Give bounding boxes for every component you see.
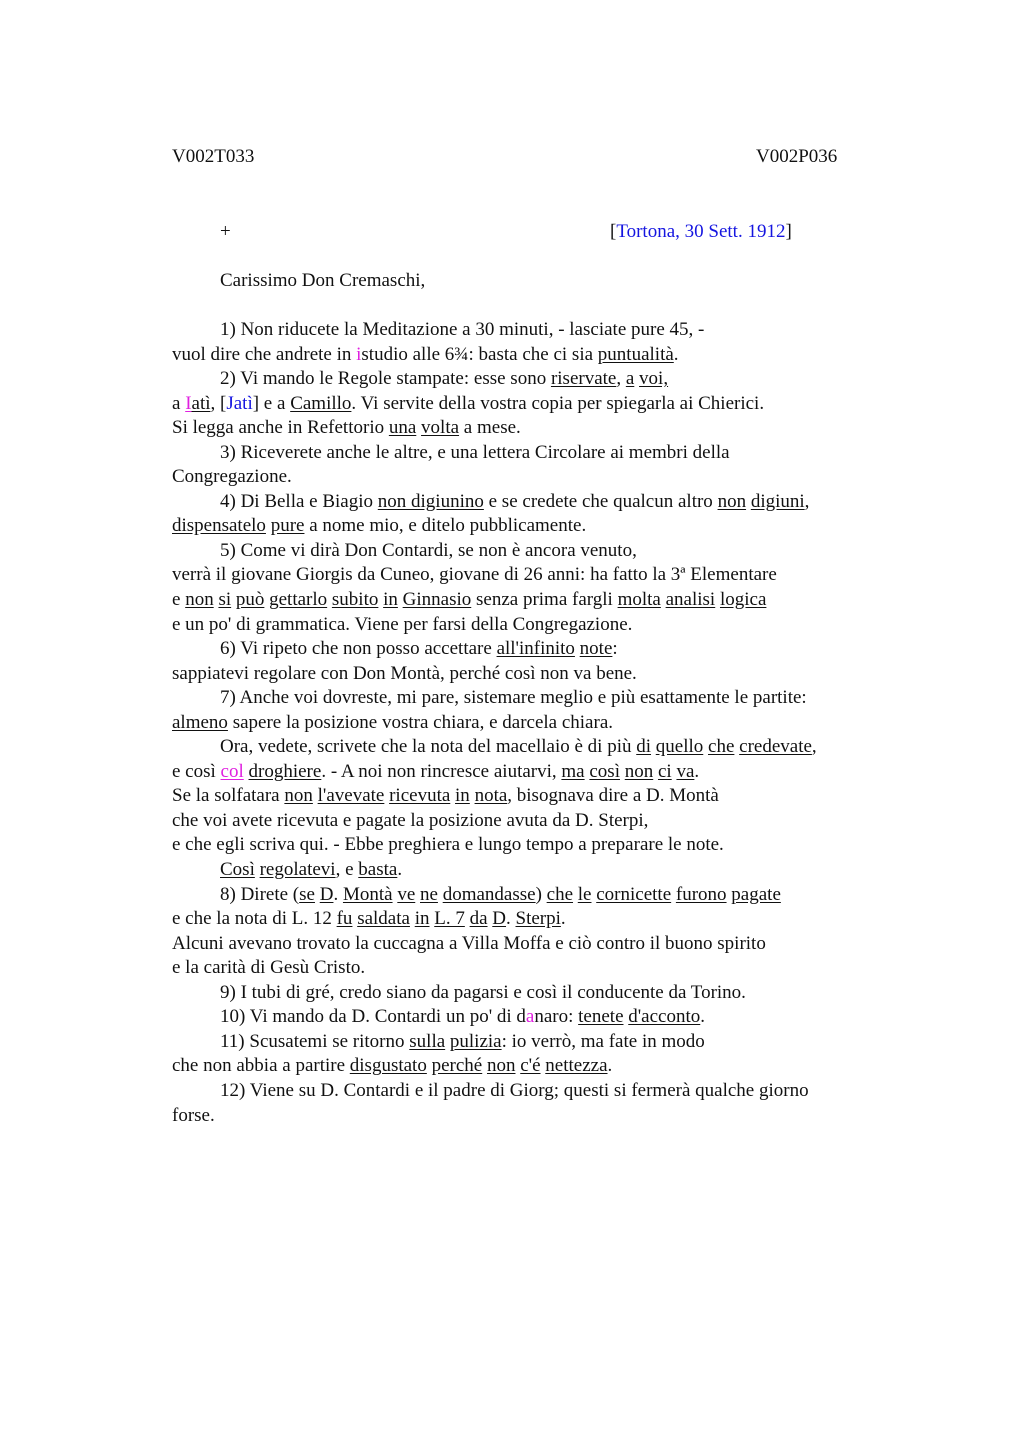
underlined-text: puntualità (597, 343, 674, 365)
text-run: . (333, 883, 343, 905)
underlined-text: Sterpi (515, 908, 561, 930)
underlined-text: saldata (357, 908, 410, 930)
underlined-text: fu (336, 908, 353, 930)
underlined-text: pagate (731, 883, 781, 905)
text-run: . (506, 908, 516, 930)
text-run: . (607, 1055, 613, 1077)
underlined-text: non (486, 1055, 516, 1077)
underlined-text: Così (220, 859, 255, 881)
underlined-text: in (455, 785, 470, 807)
text-run: che voi avete ricevuta e pagate la posizione avuta da D. Sterpi, (172, 809, 649, 831)
underlined-text: tenete (578, 1006, 624, 1028)
text-run: a nome mio, e ditelo pubblicamente. (304, 515, 587, 537)
letter-line (172, 588, 872, 613)
text-run: studio alle 6¾: basta che ci sia (361, 343, 598, 365)
letter-line (172, 1104, 872, 1129)
letter-line (172, 1054, 872, 1079)
underlined-text: quello (655, 736, 704, 758)
text-run: . (700, 1006, 706, 1028)
underlined-text: L. 7 (434, 908, 465, 930)
underlined-text: droghiere (248, 760, 322, 782)
underlined-text: si (218, 589, 232, 611)
text-run: 3) Riceverete anche le altre, e una lettera Circolare ai membri della (220, 441, 730, 463)
letter-line (172, 563, 872, 588)
letter-line (172, 760, 872, 785)
letter-body (172, 318, 872, 1128)
underlined-text: non (717, 490, 747, 512)
salutation: Carissimo Don Cremaschi, (220, 270, 426, 291)
letter-line (172, 1079, 872, 1104)
text-run: Alcuni avevano trovato la cuccagna a Villa Moffa e ciò contro il buono spirito (172, 932, 766, 954)
text-run: 9) I tubi di gré, credo siano da pagarsi e così il conducente da Torino. (220, 981, 746, 1003)
text-run: Si legga anche in Refettorio (172, 417, 389, 439)
underlined-text: l'avevate (317, 785, 385, 807)
underlined-text: va (676, 760, 695, 782)
underlined-text: dispensatelo (172, 515, 266, 537)
underlined-text: le (577, 883, 592, 905)
letter-line (172, 613, 872, 638)
underlined-text: furono (675, 883, 727, 905)
text-run: verrà il giovane Giorgis da Cuneo, giovane di 26 anni: ha fatto la 3ª Elementare (172, 564, 777, 586)
letter-line (172, 784, 872, 809)
text-run: 4) Di Bella e Biagio (220, 490, 378, 512)
letter-line (172, 465, 872, 490)
letter-line (172, 367, 872, 392)
underlined-text: ne (420, 883, 438, 905)
underlined-text: ricevuta (389, 785, 451, 807)
text-run: a (172, 392, 186, 414)
editor-correction: Jatì (226, 392, 253, 414)
text-run: 1) Non riducete la Meditazione a 30 minuti, - lasciate pure 45, - (220, 319, 705, 340)
underlined-text: non digiunino (377, 490, 484, 512)
text-run: senza prima fargli (471, 589, 618, 611)
text-run: ] e a (252, 392, 291, 414)
underlined-text: gettarlo (269, 589, 328, 611)
text-run: , e (335, 859, 359, 881)
letter-line (172, 883, 872, 908)
text-run: , (616, 368, 626, 390)
text-run: ) (535, 883, 547, 905)
annotation-text: i (356, 343, 362, 365)
underlined-text: sulla (409, 1030, 446, 1052)
underlined-text: Montà (342, 883, 393, 905)
text-run: e che egli scriva qui. - Ebbe preghiera e lungo tempo a preparare le note. (172, 834, 724, 856)
text-run: . (397, 859, 403, 881)
text-run: : io verrò, ma fate in modo (501, 1030, 705, 1052)
text-run: Congregazione. (172, 466, 292, 488)
letter-line (172, 662, 872, 687)
underlined-text: domandasse (442, 883, 536, 905)
underlined-text: non (284, 785, 313, 807)
dateline-place-date: Tortona, 30 Sett. 1912 (616, 221, 786, 242)
underlined-text: d'acconto (628, 1006, 701, 1028)
underlined-text: che (708, 736, 735, 758)
annotation-text: a (525, 1006, 535, 1028)
underlined-text: in (414, 908, 430, 930)
letter-line (172, 809, 872, 834)
underlined-text: atì (191, 392, 211, 414)
text-run: e così (172, 760, 221, 782)
underlined-text: c'é (520, 1055, 541, 1077)
underlined-text: pulizia (449, 1030, 502, 1052)
letter-line (172, 858, 872, 883)
text-run: a mese. (459, 417, 521, 439)
text-run: . (560, 908, 566, 930)
text-run: vuol dire che andrete in (172, 343, 357, 365)
text-run: , (804, 490, 810, 512)
underlined-text: una (388, 417, 417, 439)
underlined-text: non (185, 589, 214, 611)
letter-line (172, 539, 872, 564)
text-run: . Vi servite della vostra copia per spiegarla ai Chierici. (351, 392, 765, 414)
underlined-text: almeno (172, 711, 228, 733)
underlined-text: riservate (550, 368, 617, 390)
letter-line (172, 1030, 872, 1055)
text-run: sappiatevi regolare con Don Montà, perché così non va bene. (172, 662, 637, 684)
underlined-text: Camillo (290, 392, 352, 414)
text-run: e che la nota di L. 12 (172, 908, 337, 930)
underlined-text: D (319, 883, 334, 905)
text-run: 11) Scusatemi se ritorno (220, 1030, 410, 1052)
letter-line (172, 1005, 872, 1030)
annotation-text: I (185, 392, 192, 414)
letter-line (172, 956, 872, 981)
letter-line (172, 318, 872, 343)
text-run: Ora, vedete, scrivete che la nota del macellaio è di più (220, 736, 637, 758)
document-code-right: V002P036 (756, 146, 838, 167)
text-run: 10) Vi mando da D. Contardi un po' di d (220, 1006, 526, 1028)
underlined-text: subito (331, 589, 379, 611)
text-run: 7) Anche voi dovreste, mi pare, sistemare meglio e più esattamente le partite: (220, 687, 807, 709)
text-run: , [ (210, 392, 227, 414)
text-run: e la carità di Gesù Cristo. (172, 957, 366, 979)
underlined-text: se (299, 883, 315, 905)
letter-line (172, 833, 872, 858)
underlined-text: credevate (739, 736, 812, 758)
underlined-text: voi, (639, 368, 669, 390)
text-run: , bisognava dire a D. Montà (507, 785, 719, 807)
underlined-text: volta (421, 417, 460, 439)
underlined-text: note (579, 638, 613, 660)
underlined-text: cornicette (596, 883, 672, 905)
underlined-text: di (636, 736, 652, 758)
underlined-text: a (625, 368, 635, 390)
text-run: sapere la posizione vostra chiara, e darcela chiara. (227, 711, 614, 733)
letter-line (172, 637, 872, 662)
letter-line (172, 490, 872, 515)
text-run: , (811, 736, 817, 758)
letter-line (172, 735, 872, 760)
underlined-text: disgustato (349, 1055, 427, 1077)
text-run: 5) Come vi dirà Don Contardi, se non è ancora venuto, (220, 539, 637, 561)
letter-line (172, 392, 872, 417)
text-run: e se credete che qualcun altro (483, 490, 718, 512)
text-run: 8) Direte ( (220, 883, 300, 905)
text-run: e (172, 589, 186, 611)
underlined-text: ma (561, 760, 585, 782)
letter-line (172, 981, 872, 1006)
underlined-text: basta (358, 859, 398, 881)
dateline-open-bracket: [ (610, 221, 617, 242)
underlined-text: da (469, 908, 488, 930)
underlined-text: nota (474, 785, 508, 807)
underlined-text: così (589, 760, 620, 782)
letter-line (172, 686, 872, 711)
underlined-text: regolatevi (259, 859, 336, 881)
letter-line (172, 343, 872, 368)
annotation-text: col (220, 760, 244, 782)
underlined-text: analisi (665, 589, 716, 611)
underlined-text: pure (270, 515, 305, 537)
underlined-text: logica (719, 589, 767, 611)
text-run: e un po' di grammatica. Viene per farsi della Congregazione. (172, 613, 633, 635)
text-run: . - A noi non rincresce aiutarvi, (321, 760, 562, 782)
text-run: 2) Vi mando le Regole stampate: esse sono (220, 368, 551, 390)
text-run: 6) Vi ripeto che non posso accettare (220, 638, 497, 660)
underlined-text: molta (617, 589, 661, 611)
text-run: che non abbia a partire (172, 1055, 350, 1077)
text-run: Se la solfatara (172, 785, 285, 807)
cross-mark: + (220, 221, 231, 242)
underlined-text: può (235, 589, 265, 611)
underlined-text: D (492, 908, 507, 930)
text-run: : (612, 638, 618, 660)
underlined-text: digiuni (750, 490, 805, 512)
underlined-text: non (624, 760, 654, 782)
letter-line (172, 514, 872, 539)
underlined-text: in (383, 589, 398, 611)
letter-line (172, 907, 872, 932)
dateline (610, 221, 792, 243)
underlined-text: ve (397, 883, 416, 905)
text-run: forse. (172, 1104, 215, 1126)
text-run: naro: (534, 1006, 579, 1028)
underlined-text: perché (431, 1055, 483, 1077)
letter-line (172, 441, 872, 466)
underlined-text: ci (657, 760, 672, 782)
letter-line (172, 932, 872, 957)
underlined-text: che (546, 883, 574, 905)
underlined-text: nettezza (545, 1055, 608, 1077)
text-run: . (673, 343, 679, 365)
letter-line (172, 416, 872, 441)
dateline-close-bracket: ] (785, 221, 792, 242)
letter-line (172, 711, 872, 736)
document-code-left: V002T033 (172, 146, 255, 167)
underlined-text: all'infinito (496, 638, 575, 660)
text-run: . (694, 760, 700, 782)
text-run: 12) Viene su D. Contardi e il padre di Giorg; questi si fermerà qualche giorno (220, 1079, 809, 1101)
underlined-text: Ginnasio (402, 589, 472, 611)
